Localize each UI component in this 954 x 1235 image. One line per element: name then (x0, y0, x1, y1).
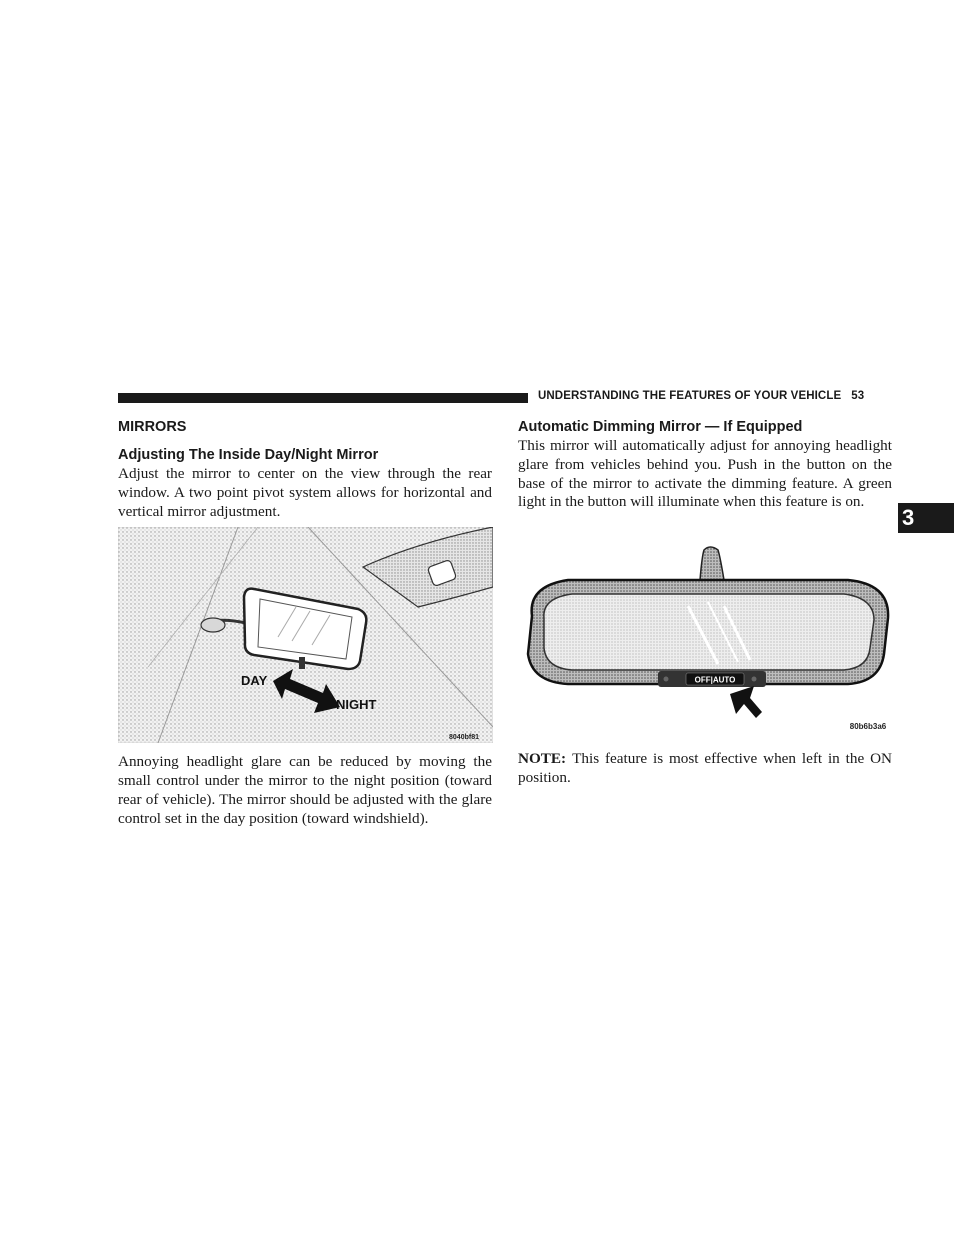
figure-code: 8040bf81 (449, 734, 479, 742)
right-column (518, 418, 892, 788)
chapter-tab: 3 (898, 503, 954, 533)
auto-dimming-mirror-figure (518, 536, 892, 736)
day-night-mirror-figure (118, 527, 493, 743)
paragraph-auto-dimming: This mirror will automatically adjust for annoying headlight glare from vehicles behind you. Push in the button on the base of the mirror to activate the dimming feature. A green light in the button will illuminate when this feature is on. (518, 437, 892, 511)
note-paragraph (518, 750, 892, 788)
figure-code: 80b6b3a6 (849, 722, 887, 732)
paragraph-adjust-mirror: Adjust the mirror to center on the view through the rear window. A two point pivot system allows for horizontal and vertical mirror adjustment. (118, 465, 492, 520)
day-night-mirror-illustration (118, 527, 493, 743)
section-title: UNDERSTANDING THE FEATURES OF YOUR VEHICLE (538, 390, 842, 402)
section-heading: MIRRORS (118, 419, 187, 435)
label-night: NIGHT (336, 697, 377, 713)
running-header (538, 390, 864, 402)
page-number: 53 (851, 390, 865, 402)
subheading-auto-dimming-mirror: Automatic Dimming Mirror — If Equipped (518, 419, 803, 435)
button-label: OFF|AUTO (694, 675, 736, 685)
header-rule (118, 393, 528, 403)
label-day: DAY (241, 673, 268, 689)
auto-dimming-mirror-illustration (518, 536, 892, 736)
note-text: This feature is most effective when left in the ON position. (518, 750, 892, 786)
subheading-day-night-mirror: Adjusting The Inside Day/Night Mirror (118, 447, 379, 463)
paragraph-headlight-glare: Annoying headlight glare can be reduced by moving the small control under the mirror to the night position (toward rear of vehicle). The mirror should be adjusted with the glare control set in the day position (toward windshield). (118, 753, 492, 827)
note-label: NOTE: (518, 750, 567, 768)
left-column (118, 418, 492, 829)
